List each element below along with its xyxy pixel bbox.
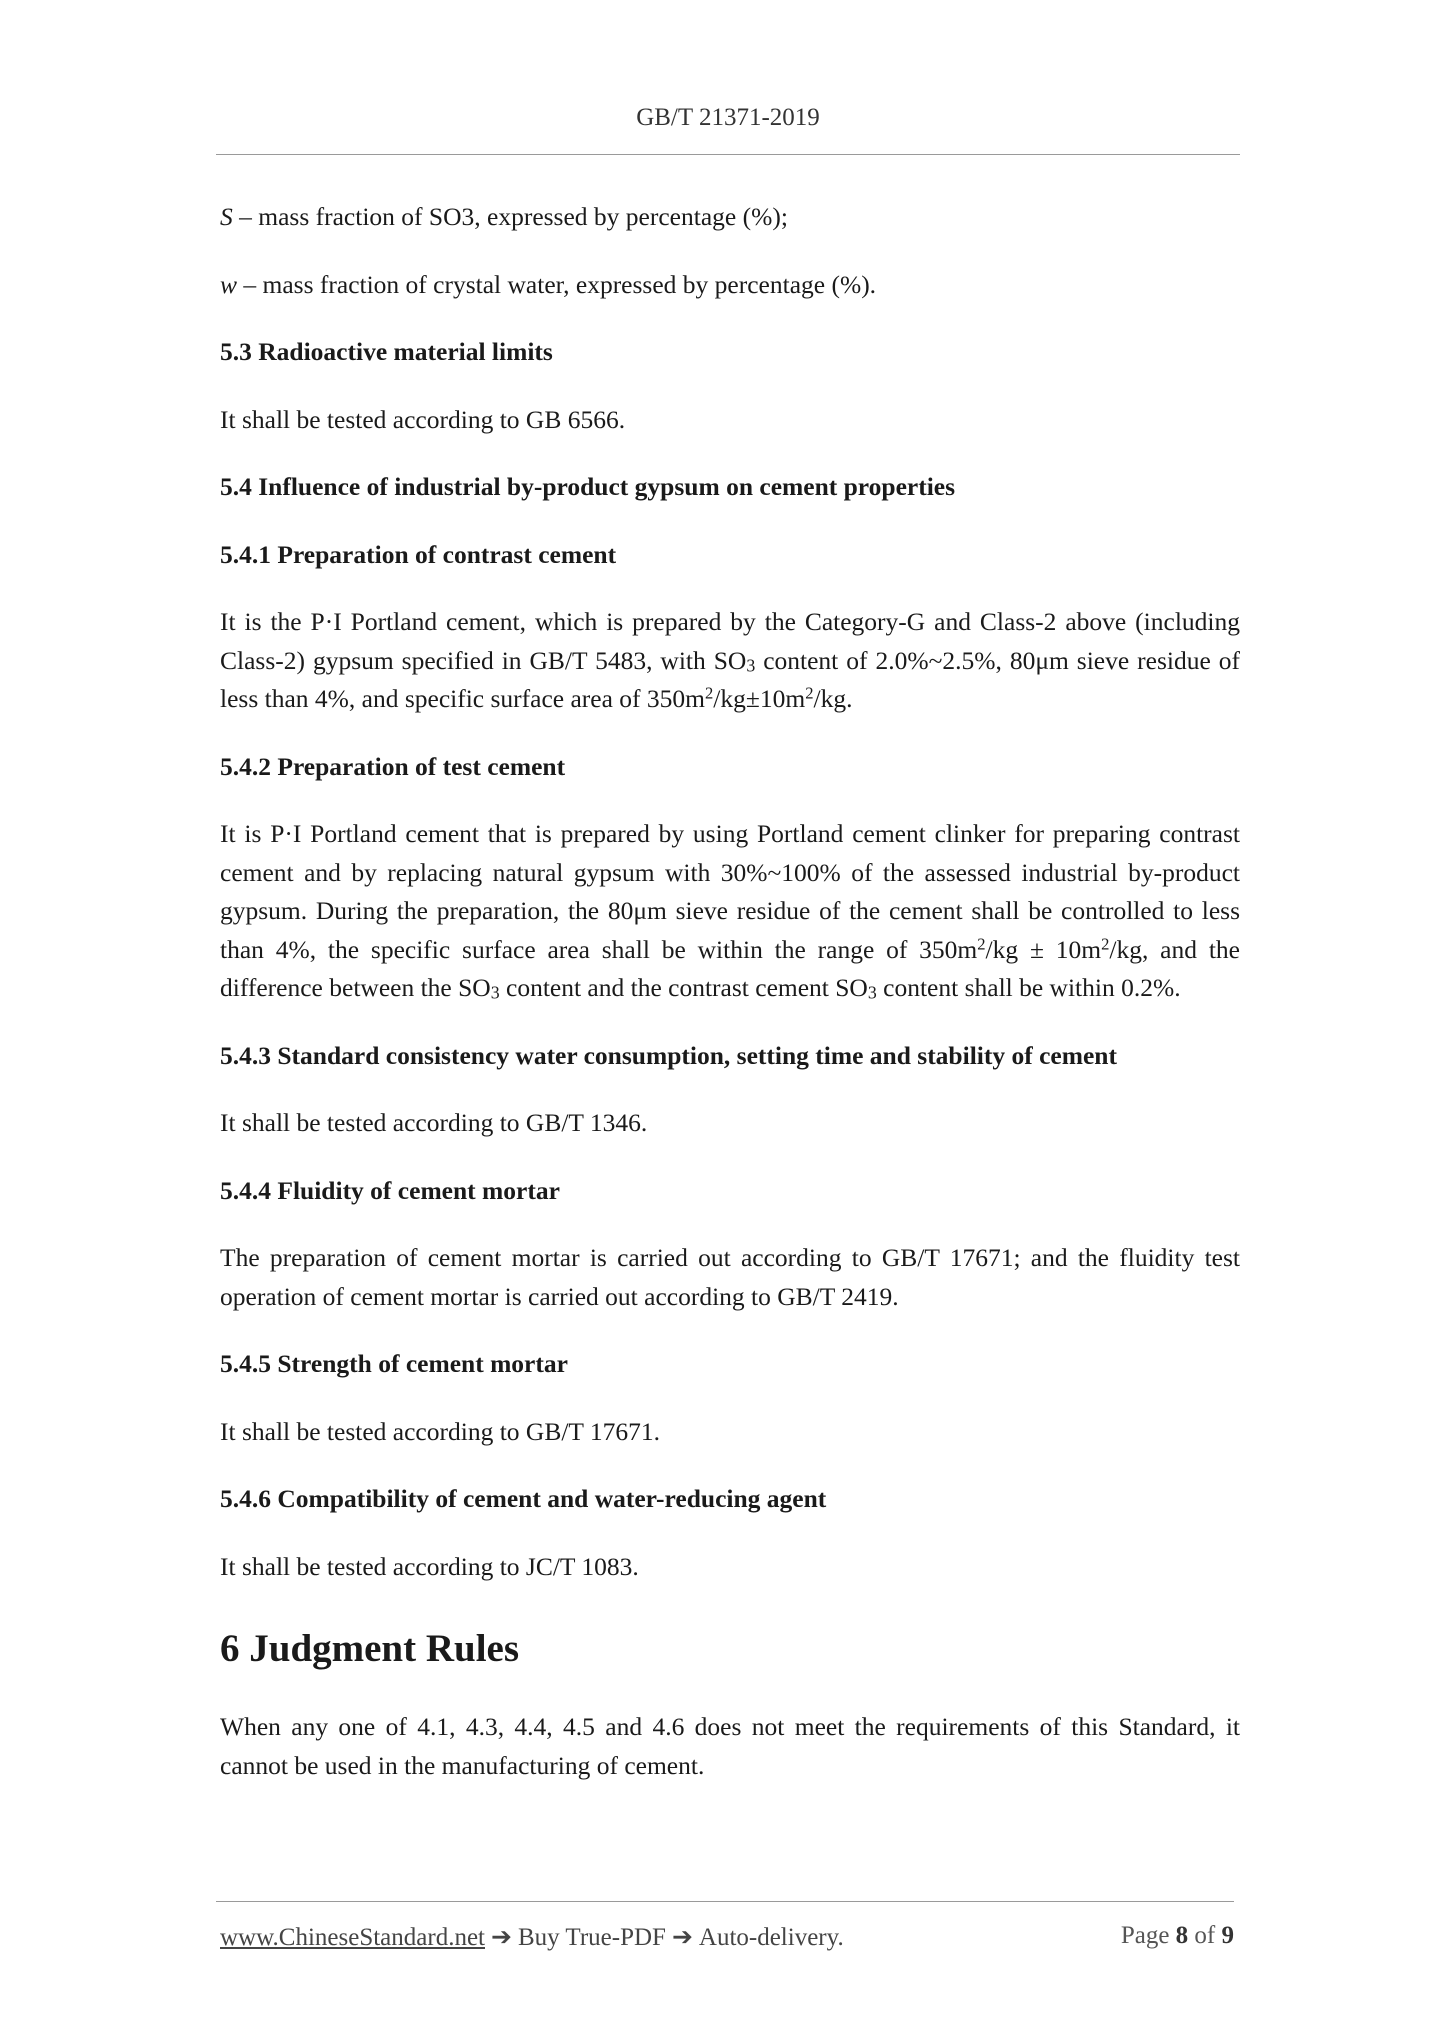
- text-5-4-4: The preparation of cement mortar is carried out according to GB/T 17671; and the fluidity test operation of cement mortar is carried out according to GB/T 2419.: [220, 1243, 1240, 1311]
- superscript-2: 2: [705, 683, 714, 703]
- of-label: of: [1194, 1922, 1216, 1949]
- text-6: When any one of 4.1, 4.3, 4.4, 4.5 and 4.6 does not meet the requirements of this Standard, it cannot be used in the manufacturing of cement.: [220, 1712, 1240, 1780]
- text-5-4-2: [220, 815, 1240, 1008]
- heading-5-4-6: 5.4.6 Compatibility of cement and water-reducing agent: [220, 1484, 827, 1513]
- text-5-4-1-part-3: /kg±10m: [713, 684, 806, 713]
- footer-divider: [216, 1901, 1234, 1902]
- heading-5-4-5: 5.4.5 Strength of cement mortar: [220, 1349, 568, 1378]
- text-5-4-1-part-2: content of 2.0%~2.5%, 80μm sieve residue of less than 4%, and specific surface area of 350m: [220, 645, 1240, 713]
- text-5-4-2-part-4: content and the contrast cement SO: [499, 973, 868, 1002]
- heading-5-4-2: 5.4.2 Preparation of test cement: [220, 751, 566, 781]
- text-5-4-2-part-3: /kg, and the difference between the SO: [220, 934, 1240, 1002]
- text-5-4-6: It shall be tested according to JC/T 1083.: [220, 1551, 639, 1581]
- superscript-2: 2: [977, 934, 986, 954]
- arrow-right-icon: ➔: [491, 1924, 512, 1951]
- superscript-2: 2: [805, 683, 814, 703]
- total-pages-number: 9: [1221, 1922, 1234, 1949]
- page-label: Page: [1120, 1922, 1170, 1949]
- heading-6: 6 Judgment Rules: [220, 1627, 520, 1670]
- definition-s: [220, 198, 1240, 237]
- text-5-4-1-part-1: It is the P·I Portland cement, which is prepared by the Category-G and Class-2 above (including Class-2) gypsum specified in GB/T 5483, with SO: [220, 607, 1240, 675]
- arrow-right-icon: ➔: [671, 1924, 693, 1951]
- subscript-3: 3: [867, 982, 877, 1003]
- text-5-4-2-part-5: content shall be within 0.2%.: [876, 973, 1181, 1002]
- heading-5-3: 5.3 Radioactive material limits: [220, 337, 553, 366]
- text-5-4-1-part-4: /kg.: [813, 684, 853, 713]
- heading-5-4-4: 5.4.4 Fluidity of cement mortar: [220, 1175, 560, 1205]
- auto-delivery-text: Auto-delivery.: [698, 1924, 844, 1951]
- buy-true-pdf-text: Buy True-PDF: [517, 1924, 666, 1951]
- text-5-4-5: It shall be tested according to GB/T 17671.: [220, 1416, 661, 1446]
- text-5-4-1: [220, 603, 1240, 719]
- subscript-3: 3: [490, 982, 500, 1003]
- heading-5-4: 5.4 Influence of industrial by-product gypsum on cement properties: [220, 472, 956, 501]
- heading-5-4-3: 5.4.3 Standard consistency water consumption, setting time and stability of cement: [220, 1040, 1117, 1070]
- site-link[interactable]: www.ChineseStandard.net: [220, 1924, 485, 1951]
- page-counter: [1121, 1922, 1234, 1950]
- heading-5-4-1: 5.4.1 Preparation of contrast cement: [220, 539, 617, 569]
- text-5-4-2-part-2: /kg ± 10m: [985, 934, 1102, 964]
- definition-s-text: – mass fraction of SO3, expressed by percentage (%);: [232, 202, 788, 231]
- current-page-number: 8: [1175, 1922, 1189, 1949]
- footer-promo: [220, 1922, 844, 1952]
- page-header: GB/T 21371-2019: [636, 104, 820, 131]
- definition-w: [220, 266, 1240, 305]
- text-5-3: It shall be tested according to GB 6566.: [220, 404, 626, 434]
- document-body: [220, 198, 1240, 1814]
- header-divider: [216, 154, 1240, 155]
- superscript-2: 2: [1101, 934, 1110, 954]
- definition-w-text: – mass fraction of crystal water, expressed by percentage (%).: [237, 269, 877, 299]
- text-5-4-3: It shall be tested according to GB/T 1346.: [220, 1108, 648, 1137]
- subscript-3: 3: [746, 655, 756, 676]
- text-5-4-2-part-1: It is P·I Portland cement that is prepared by using Portland cement clinker for preparing contrast cement and by replacing natural gypsum with 30%~100% of the assessed industrial by-product gypsum. During the preparation, the 80μm sieve residue of the cement shall be controlled to less than 4%, the specific surface area shall be within the range of 350m: [220, 819, 1240, 964]
- symbol-w: w: [220, 269, 238, 299]
- symbol-s: S: [220, 202, 233, 231]
